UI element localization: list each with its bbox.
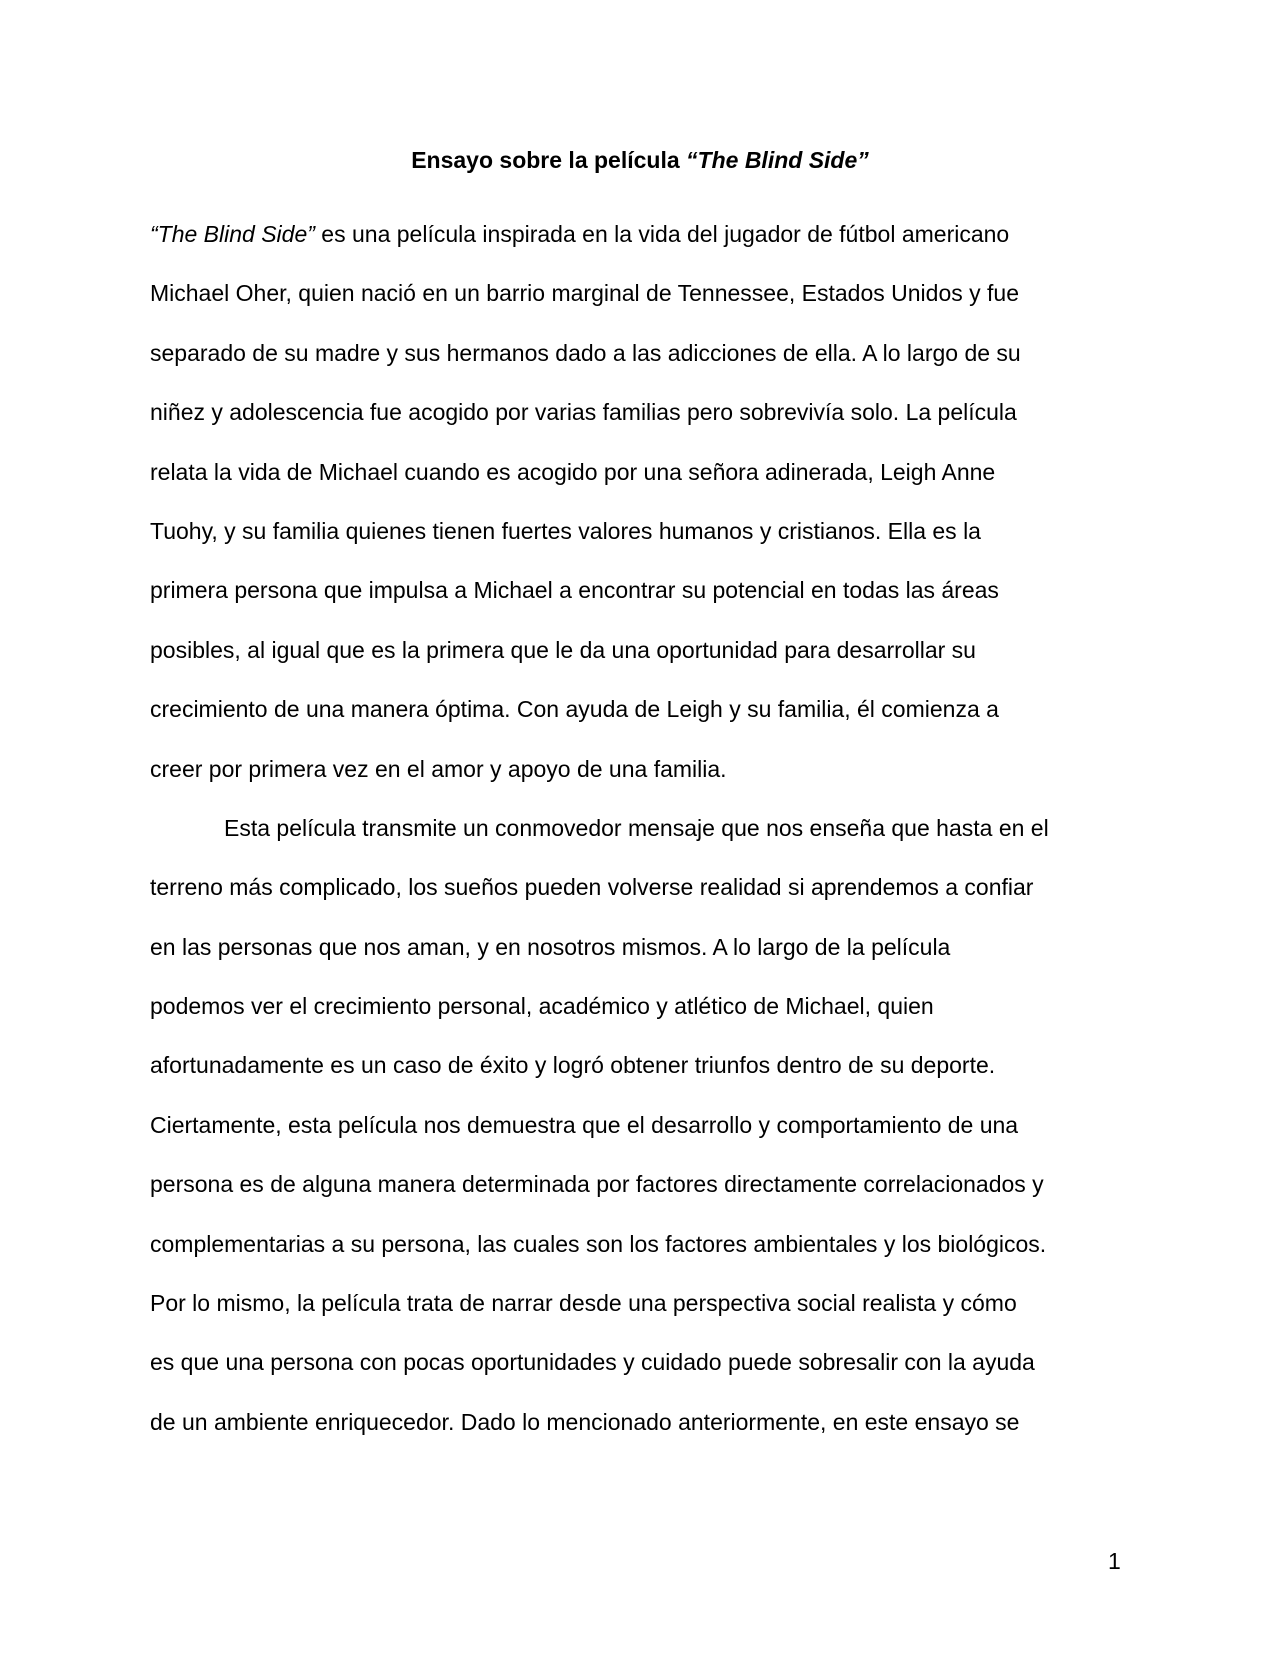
- text-line: Por lo mismo, la película trata de narrar desde una perspectiva social realista y cómo: [150, 1290, 1017, 1317]
- page-number: 1: [1108, 1548, 1121, 1574]
- text-line: terreno más complicado, los sueños pueden volverse realidad si aprendemos a confiar: [150, 874, 1034, 901]
- paragraph-1: [150, 205, 1140, 799]
- text-line: de un ambiente enriquecedor. Dado lo mencionado anteriormente, en este ensayo se: [150, 1408, 1020, 1435]
- text-line: en las personas que nos aman, y en nosotros mismos. A lo largo de la película: [150, 933, 951, 960]
- text-line: relata la vida de Michael cuando es acogido por una señora adinerada, Leigh Anne: [150, 458, 996, 485]
- text-line: creer por primera vez en el amor y apoyo de una familia.: [150, 755, 727, 782]
- title-film-name: “The Blind Side”: [686, 147, 869, 173]
- text-line: es que una persona con pocas oportunidades y cuidado puede sobresalir con la ayuda: [150, 1349, 1035, 1376]
- title-prefix: Ensayo sobre la película: [411, 147, 687, 173]
- text-line: posibles, al igual que es la primera que le da una oportunidad para desarrollar su: [150, 636, 976, 663]
- document-body: [150, 205, 1140, 1452]
- text-line: “The Blind Side” es una película inspirada en la vida del jugador de fútbol americano: [150, 221, 1010, 247]
- text-line: crecimiento de una manera óptima. Con ayuda de Leigh y su familia, él comienza a: [150, 696, 999, 723]
- film-name: “The Blind Side”: [150, 221, 315, 247]
- text-line: afortunadamente es un caso de éxito y logró obtener triunfos dentro de su deporte.: [150, 1052, 996, 1079]
- text-line: niñez y adolescencia fue acogido por varias familias pero sobrevivía solo. La película: [150, 399, 1017, 426]
- text-line: Esta película transmite un conmovedor mensaje que nos enseña que hasta en el: [224, 814, 1049, 841]
- text-line: separado de su madre y sus hermanos dado a las adicciones de ella. A lo largo de su: [150, 339, 1021, 366]
- text-line: complementarias a su persona, las cuales son los factores ambientales y los biológicos.: [150, 1230, 1047, 1257]
- text-line: primera persona que impulsa a Michael a encontrar su potencial en todas las áreas: [150, 577, 999, 604]
- text-line: Tuohy, y su familia quienes tienen fuertes valores humanos y cristianos. Ella es la: [150, 517, 981, 544]
- text-line: Michael Oher, quien nació en un barrio marginal de Tennessee, Estados Unidos y fue: [150, 280, 1019, 307]
- paragraph-2: [150, 799, 1140, 1452]
- document-title: [150, 143, 1130, 177]
- text-line: podemos ver el crecimiento personal, académico y atlético de Michael, quien: [150, 993, 934, 1020]
- text-line: persona es de alguna manera determinada por factores directamente correlacionados y: [150, 1171, 1044, 1198]
- text-line: Ciertamente, esta película nos demuestra que el desarrollo y comportamiento de una: [150, 1111, 1019, 1138]
